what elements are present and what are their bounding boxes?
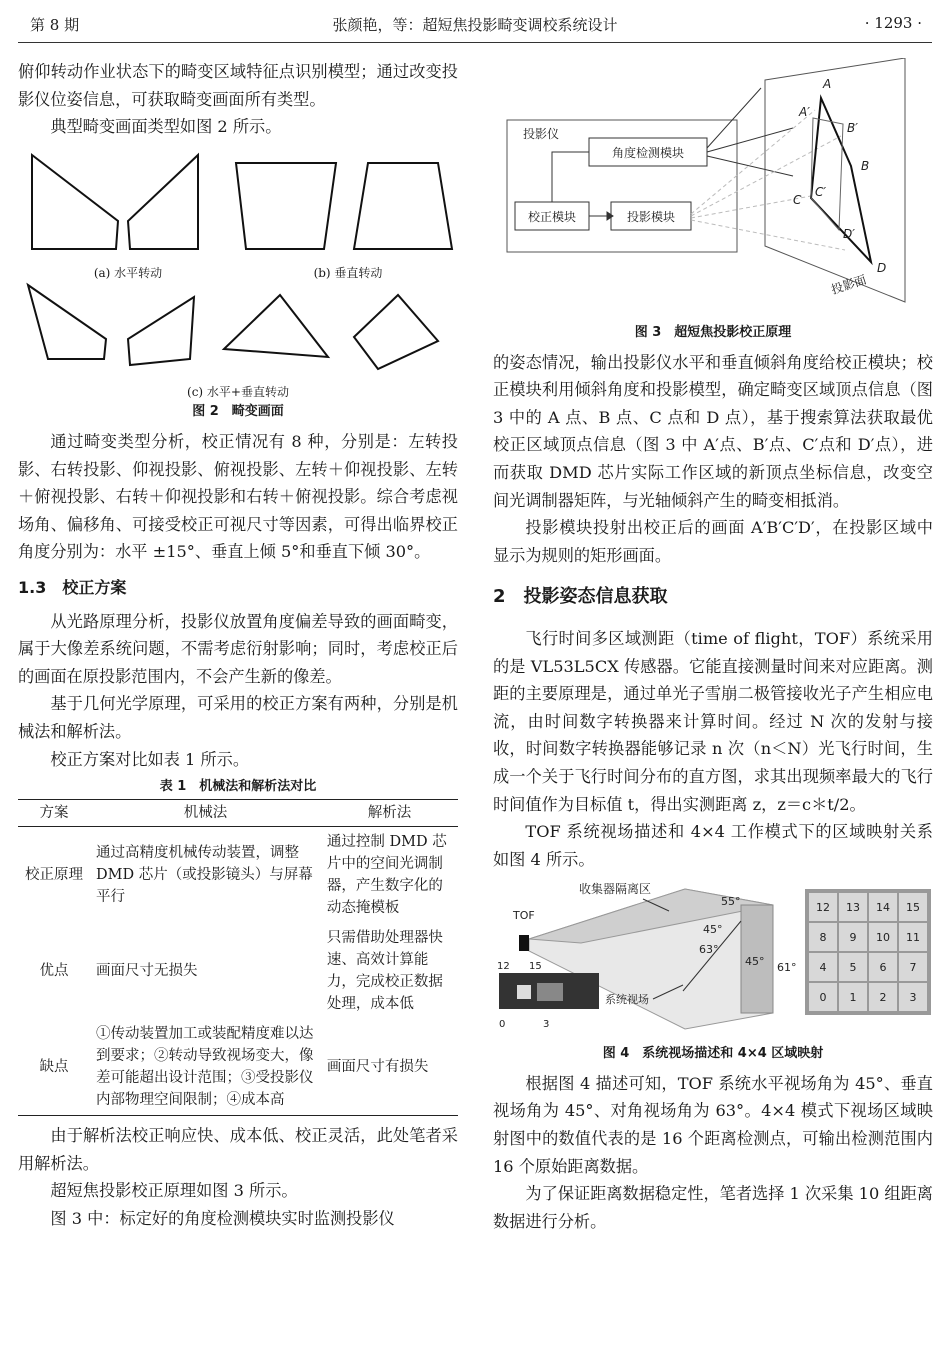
zone-label: 12	[816, 901, 830, 915]
point-label: A′	[799, 105, 810, 119]
table-cell: 通过高精度机械传动装置，调整 DMD 芯片（或投影镜头）与屏幕平行	[96, 845, 313, 906]
subcaption-c: (c) 水平+垂直转动	[187, 384, 289, 399]
figure-3-diagram	[493, 58, 933, 308]
zone-label: 2	[879, 991, 887, 1005]
zone-label: 8	[819, 931, 827, 945]
paragraph: 通过畸变类型分析，校正情况有 8 种，分别是：左转投影、右转投影、仰视投影、俯视投影、左转＋仰视投影、左转＋俯视投影、右转＋仰视投影和右转＋俯视投影。综合考虑视场角、偏移角、可接受校正可视尺寸等因素，可得出临界校正角度分别为：水平 ±15°、垂直上倾 5°和垂直下倾 30°。	[18, 431, 458, 562]
zone-label: 1	[849, 991, 857, 1005]
point-label: B′	[847, 121, 858, 135]
zone-label: 13	[846, 901, 860, 915]
paragraph: 图 3 中：标定好的角度检测模块实时监测投影仪	[50, 1208, 395, 1228]
subcaption-b: (b) 垂直转动	[313, 266, 383, 281]
projector-label: 投影仪	[523, 127, 560, 141]
zone-label: 6	[879, 961, 887, 975]
paragraph: 投影模块投射出校正后的画面 A′B′C′D′，在投影区域中显示为规则的矩形画面。	[493, 518, 933, 565]
angle-45: 45°	[703, 923, 723, 937]
corner-label: 15	[529, 961, 542, 973]
distortion-shape	[224, 295, 328, 357]
zone-label: 11	[906, 931, 920, 945]
zone-label: 15	[906, 901, 920, 915]
column-header: 方案	[18, 800, 90, 827]
row-label: 优点	[39, 963, 69, 980]
paragraph: 典型畸变画面类型如图 2 所示。	[50, 117, 282, 137]
point-label: D′	[843, 227, 855, 241]
issue-number: 第 8 期	[30, 16, 80, 34]
projection-module-label: 投影模块	[626, 210, 676, 224]
figure-2-caption: 图 2 畸变画面	[192, 403, 284, 419]
paragraph: 基于几何光学原理，可采用的校正方案有两种，分别是机械法和解析法。	[18, 694, 458, 741]
distortion-shape	[354, 163, 452, 249]
figure-4	[493, 881, 933, 1064]
right-column	[493, 58, 933, 1235]
zone-label: 4	[819, 961, 827, 975]
running-header	[18, 10, 932, 36]
angle-55: 55°	[721, 895, 741, 909]
table-cell: 画面尺寸有损失	[321, 1019, 458, 1116]
running-title: 张颜艳，等：超短焦投影畸变调校系统设计	[332, 16, 618, 34]
point-label: B	[861, 159, 870, 173]
paragraph: 超短焦投影校正原理如图 3 所示。	[50, 1181, 298, 1201]
zone-label: 3	[909, 991, 917, 1005]
correct-module-label: 校正模块	[527, 210, 577, 224]
fov-label: 系统视场	[605, 993, 649, 1007]
distortion-shape	[28, 285, 106, 359]
paragraph: 校正方案对比如表 1 所示。	[50, 749, 250, 769]
zone-grid	[805, 889, 931, 1015]
point-label: A	[823, 77, 832, 91]
table-header-row	[18, 800, 458, 827]
zone-label: 14	[876, 901, 890, 915]
zone-label: 0	[819, 991, 827, 1005]
tof-label: TOF	[513, 909, 535, 923]
table-cell: 画面尺寸无损失	[96, 963, 198, 980]
angle-module-label: 角度检测模块	[611, 146, 685, 160]
zone-label: 7	[909, 961, 917, 975]
tof-sensor	[519, 935, 529, 951]
table-1	[18, 799, 458, 1116]
corner-label: 3	[543, 1019, 550, 1031]
point-label: D	[877, 261, 887, 275]
row-label: 校正原理	[25, 867, 83, 884]
distortion-shape	[236, 163, 336, 249]
figure-2-row1	[18, 149, 458, 257]
distortion-shape	[32, 155, 118, 249]
figure-3	[493, 58, 933, 343]
angle-63: 63°	[699, 943, 719, 957]
table-cell: 只需借助处理器快速、高效计算能力，完成校正数据处理，成本低	[326, 930, 443, 1013]
table-row	[18, 923, 458, 1019]
corner-label: 12	[497, 961, 510, 973]
figure-2	[18, 149, 458, 422]
figure-4-diagram	[493, 881, 933, 1031]
corner-label: 0	[499, 1019, 506, 1031]
paragraph: 为了保证距离数据稳定性，笔者选择 1 次采集 10 组距离数据进行分析。	[493, 1184, 933, 1231]
zone-label: 10	[876, 931, 890, 945]
paragraph: 俯仰转动作业状态下的畸变区域特征点识别模型；通过改变投影仪位姿信息，可获取畸变画面所有类型。	[18, 62, 458, 109]
table-row	[18, 1019, 458, 1116]
column-header: 机械法	[90, 800, 321, 827]
table-row	[18, 827, 458, 924]
paragraph: TOF 系统视场描述和 4×4 工作模式下的区域映射关系如图 4 所示。	[493, 822, 933, 869]
angle-45: 45°	[745, 955, 765, 969]
table-cell: ①传动装置加工或装配精度难以达到要求；②转动导致视场变大，像差可能超出设计范围；③受投影仪内部物理空间限制；④成本高	[90, 1019, 321, 1116]
subcaption-a: (a) 水平转动	[93, 266, 163, 281]
distortion-shape	[354, 295, 438, 369]
paragraph: 从光路原理分析，投影仪放置角度偏差导致的画面畸变，属于大像差系统问题，不需考虑衍射影响；同时，考虑校正后的画面在原投影范围内，不会产生新的像差。	[18, 611, 458, 686]
row-label: 缺点	[18, 1019, 90, 1116]
point-label: C	[793, 193, 802, 207]
paragraph: 由于解析法校正响应快、成本低、校正灵活，此处笔者采用解析法。	[18, 1126, 458, 1173]
zone-label: 9	[849, 931, 857, 945]
left-column	[18, 58, 458, 1232]
sensor-chip	[537, 983, 563, 1001]
zone-label: 5	[849, 961, 857, 975]
distortion-shape	[128, 297, 194, 365]
plane-label: 投影面	[829, 272, 869, 297]
figure-3-caption: 图 3 超短焦投影校正原理	[634, 324, 792, 340]
point-label: C′	[815, 185, 827, 199]
figure-4-caption: 图 4 系统视场描述和 4×4 区域映射	[602, 1045, 824, 1061]
section-heading: 1.3 校正方案	[18, 577, 127, 597]
table-1-caption: 表 1 机械法和解析法对比	[159, 779, 317, 795]
paragraph: 根据图 4 描述可知，TOF 系统水平视场角为 45°、垂直视场角为 45°、对角视场角为 63°。4×4 模式下视场区域映射图中的数值代表的是 16 个距离检测点，可输出检测范围内 16 个原始距离数据。	[493, 1073, 933, 1176]
page-number: · 1293 ·	[864, 14, 922, 32]
column-header: 解析法	[321, 800, 458, 827]
distortion-shape	[128, 155, 198, 249]
table-cell: 通过控制 DMD 芯片中的空间光调制器，产生数字化的动态掩模板	[326, 834, 447, 917]
header-rule	[18, 42, 932, 43]
section-heading: 2 投影姿态信息获取	[493, 586, 668, 608]
angle-61: 61°	[777, 961, 797, 975]
paragraph: 飞行时间多区域测距（time of flight，TOF）系统采用的是 VL53L5CX 传感器。它能直接测量时间来对应距离。测距的主要原理是，通过单光子雪崩二极管接收光子产生相应电流，由时间数字转换器来计算时间。经过 N 次的发射与接收，时间数字转换器能够记录 n 次（n＜N）光飞行时间，生成一个关于飞行时间分布的直方图，求其出现频率最大的飞行时间值作为目标值 t，得出实测距离 z，z＝c＊t/2。	[493, 628, 933, 814]
sensor-chip	[517, 985, 531, 999]
collector-label: 收集器隔离区	[579, 882, 652, 897]
paragraph: 的姿态情况，输出投影仪水平和垂直倾斜角度给校正模块；校正模块利用倾斜角度和投影模型，确定畸变区域顶点信息（图 3 中的 A 点、B 点、C 点和 D 点），基于搜索算法获取最优校正区域顶点信息（图 3 中 A′点、B′点、C′点和 D′点），进而获取 DMD 芯片实际工作区域的新顶点坐标信息，改变空间光调制器矩阵，与光轴倾斜产生的畸变相抵消。	[493, 352, 933, 510]
figure-2-row2	[18, 281, 458, 375]
